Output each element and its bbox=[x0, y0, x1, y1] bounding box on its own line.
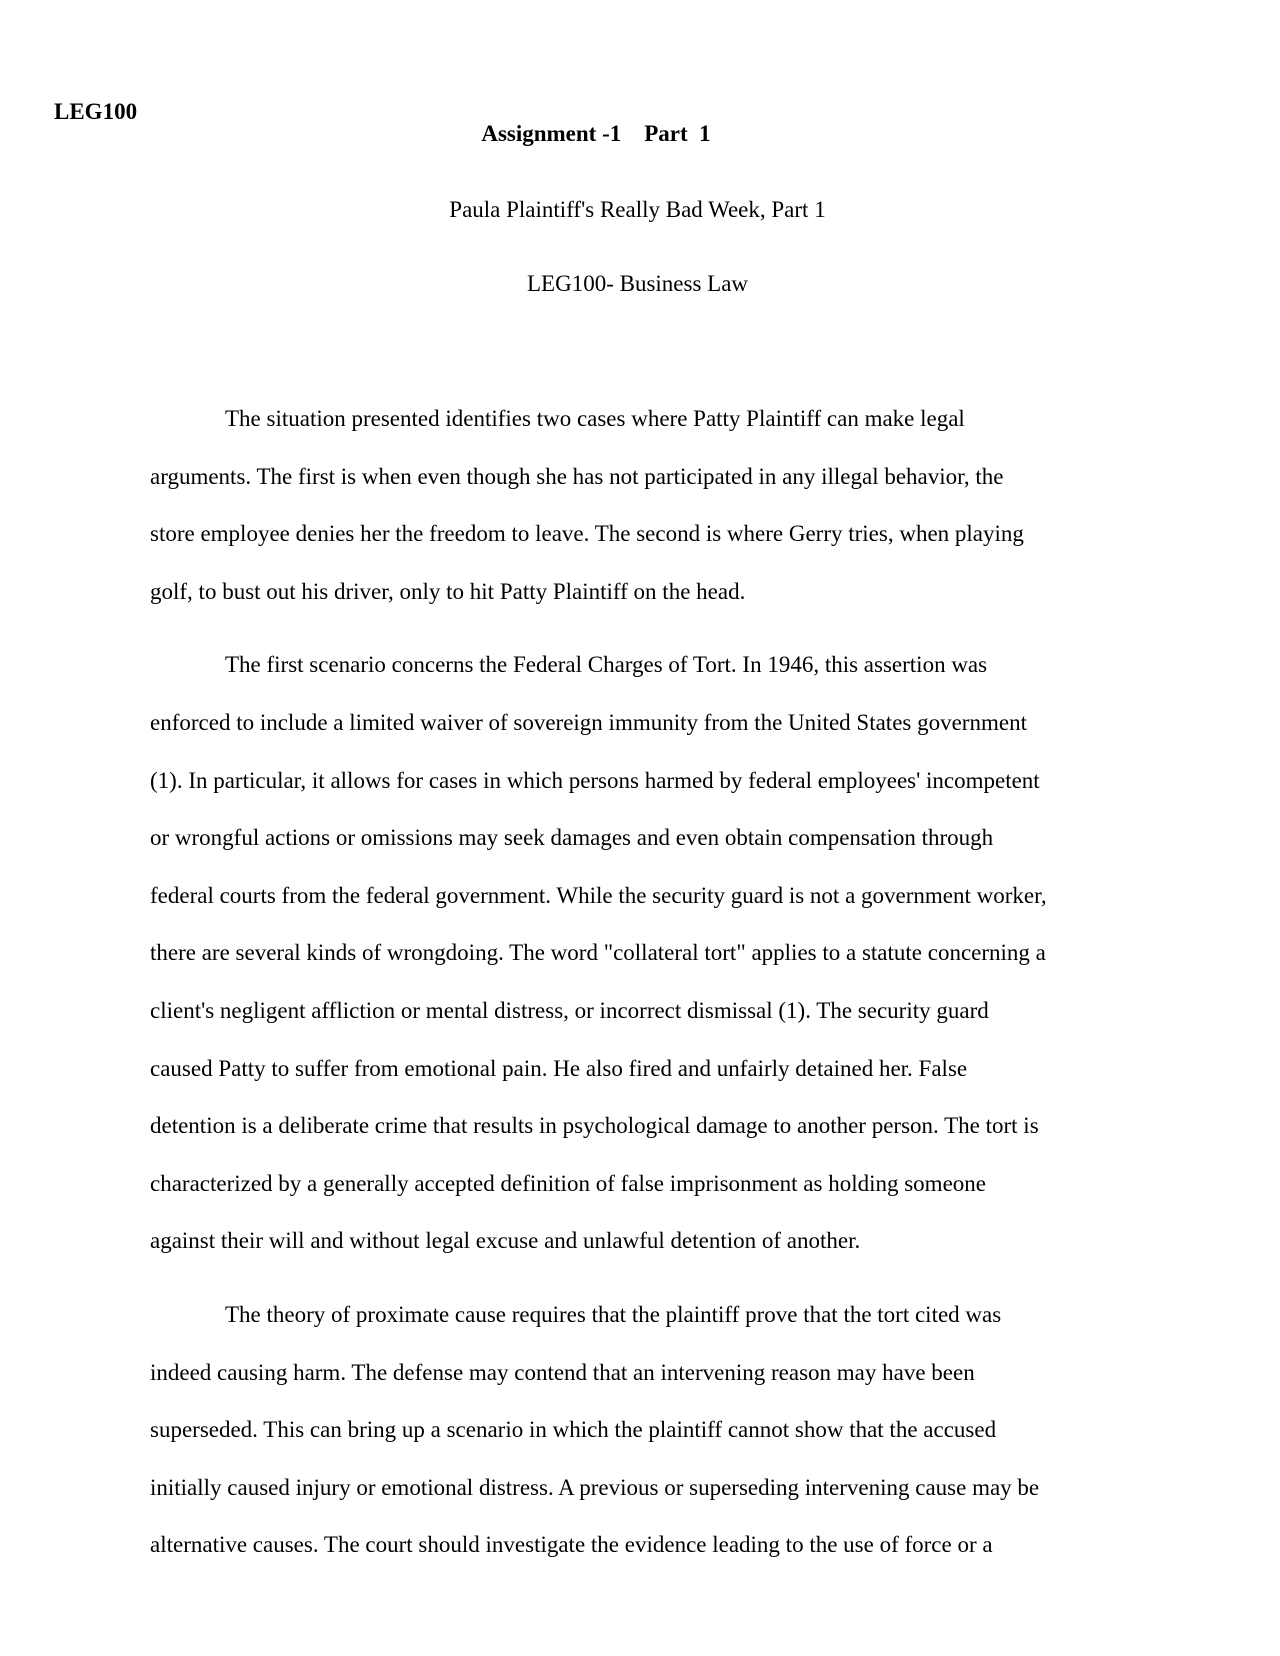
paragraph-line: The first scenario concerns the Federal Charges of Tort. In 1946, this assertion was bbox=[225, 652, 988, 678]
paragraph-line: The situation presented identifies two cases where Patty Plaintiff can make legal bbox=[225, 406, 965, 431]
paragraph-spacer bbox=[150, 1270, 1135, 1286]
course-name: LEG100- Business Law bbox=[526, 271, 749, 296]
paragraph-line: (1). In particular, it allows for cases in which persons harmed by federal employees' incompetent bbox=[150, 767, 1040, 793]
paragraph-line: there are several kinds of wrongdoing. The word "collateral tort" applies to a statute concerning a bbox=[150, 940, 1046, 966]
paragraph bbox=[150, 636, 1135, 1270]
paragraph-line: golf, to bust out his driver, only to hit Patty Plaintiff on the head. bbox=[150, 578, 746, 604]
paragraph-line: federal courts from the federal government. While the security guard is not a government worker, bbox=[150, 882, 1047, 908]
paragraph-spacer bbox=[150, 620, 1135, 636]
document-subtitle: Paula Plaintiff's Really Bad Week, Part 1 bbox=[449, 197, 826, 222]
course-code: LEG100 bbox=[54, 99, 138, 124]
paragraph bbox=[150, 390, 1135, 620]
document-body bbox=[150, 390, 1135, 1574]
paragraph-line: alternative causes. The court should investigate the evidence leading to the use of force or a bbox=[150, 1532, 993, 1558]
paragraph-line: against their will and without legal excuse and unlawful detention of another. bbox=[150, 1228, 861, 1254]
paragraph-line: or wrongful actions or omissions may seek damages and even obtain compensation through bbox=[150, 825, 994, 851]
paragraph-line: initially caused injury or emotional distress. A previous or superseding intervening cause may be bbox=[150, 1474, 1040, 1500]
paragraph-line: characterized by a generally accepted definition of false imprisonment as holding someone bbox=[150, 1170, 986, 1196]
paragraph-line: store employee denies her the freedom to leave. The second is where Gerry tries, when playing bbox=[150, 521, 1024, 547]
document-title: Assignment -1 Part 1 bbox=[481, 121, 711, 146]
paragraph-line: The theory of proximate cause requires that the plaintiff prove that the tort cited was bbox=[225, 1301, 1002, 1327]
paragraph-line: caused Patty to suffer from emotional pain. He also fired and unfairly detained her. False bbox=[150, 1055, 968, 1081]
paragraph-line: arguments. The first is when even though she has not participated in any illegal behavior, the bbox=[150, 463, 1004, 489]
paragraph-line: superseded. This can bring up a scenario in which the plaintiff cannot show that the accused bbox=[150, 1417, 997, 1443]
paragraph-line: detention is a deliberate crime that results in psychological damage to another person. The tort is bbox=[150, 1113, 1039, 1139]
paragraph-line: indeed causing harm. The defense may contend that an intervening reason may have been bbox=[150, 1359, 975, 1385]
paragraph-line: client's negligent affliction or mental distress, or incorrect dismissal (1). The security guard bbox=[150, 997, 989, 1023]
paragraph bbox=[150, 1286, 1135, 1574]
paragraph-line: enforced to include a limited waiver of sovereign immunity from the United States government bbox=[150, 709, 1027, 735]
